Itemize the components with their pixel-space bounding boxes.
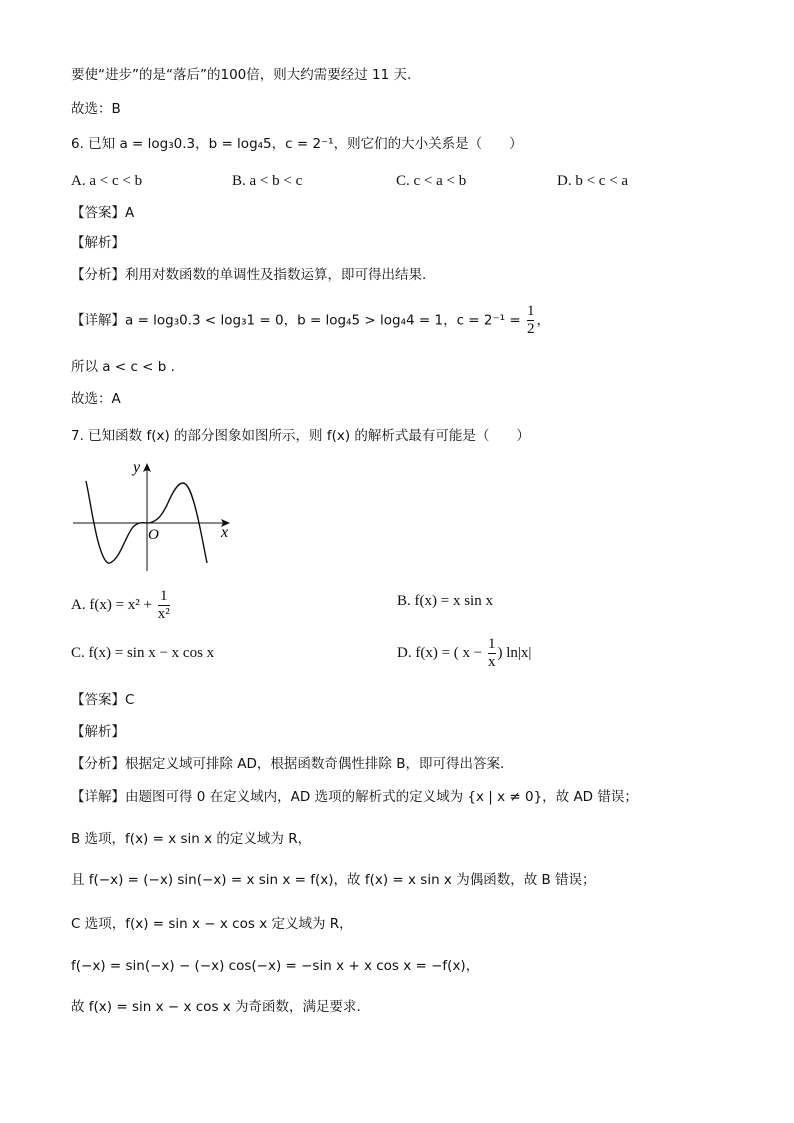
detail-main: 【详解】a = log₃0.3 < log₃1 = 0，b = log₄5 > log₄4 = 1，c = 2⁻¹ = [71,312,525,329]
fraction [158,588,170,623]
fraction [488,636,496,671]
q6-option-a: A. a < c < b [71,173,143,189]
analysis-label: 【解析】 [71,724,125,740]
denominator: 2 [526,321,535,337]
q7-option-b: B. f(x) = x sin x [397,593,493,609]
q6-option-c: C. c < a < b [396,173,467,189]
denominator: x² [157,606,170,623]
function-graph [65,455,240,575]
origin-label: O [148,527,159,543]
therefore-text: 所以 a < c < b . [71,359,175,375]
analysis-text: 【分析】利用对数函数的单调性及指数运算，即可得出结果. [71,267,427,283]
y-axis-label: y [133,459,141,476]
option-d-main: D. f(x) = [397,645,454,661]
question-7: 7. 已知函数 f(x) 的部分图象如图所示，则 f(x) 的解析式最有可能是（ ） [71,428,530,444]
numerator: 1 [488,636,496,653]
detail-text: 【详解】由题图可得 0 在定义域内，AD 选项的解析式的定义域为 {x | x ≠ 0}，故 AD 错误； [71,789,638,805]
option-b-even: 且 f(−x) = (−x) sin(−x) = x sin x = f(x)，故 f(x) = x sin x 为偶函数，故 B 错误； [71,872,596,888]
answer-label: 【答案】A [71,205,135,221]
text-line: 要使“进步”的是“落后”的100倍，则大约需要经过 11 天. [71,67,412,83]
q6-option-d: D. b < c < a [557,173,629,189]
option-c-domain: C 选项，f(x) = sin x − x cos x 定义域为 R， [71,916,353,932]
option-d-pre: ( x − [453,645,486,661]
detail-text [71,303,550,338]
fraction-one-half [527,303,535,338]
analysis-label: 【解析】 [71,235,125,251]
detail-end: ， [536,312,550,329]
q7-option-d [397,636,531,671]
choose-text: 故选：A [71,391,121,407]
x-axis [73,519,230,527]
option-a-main: A. f(x) = x² + [71,597,156,613]
denominator: x [488,654,496,671]
y-axis [143,463,151,571]
analysis-text: 【分析】根据定义域可排除 AD，根据函数奇偶性排除 B，即可得出答案. [71,756,505,772]
numerator: 1 [159,588,168,605]
q7-option-c: C. f(x) = sin x − x cos x [71,645,215,661]
q7-option-a [71,588,172,623]
option-b-domain: B 选项，f(x) = x sin x 的定义域为 R， [71,831,312,847]
x-axis-label: x [221,524,229,541]
conclusion-text: 故 f(x) = sin x − x cos x 为奇函数，满足要求. [71,999,361,1015]
q6-option-b: B. a < b < c [232,173,303,189]
option-d-post: ) ln|x| [497,645,532,661]
text-line: 故选：B [71,101,121,117]
answer-label: 【答案】C [71,692,135,708]
question-6: 6. 已知 a = log₃0.3，b = log₄5，c = 2⁻¹，则它们的大小关系是（ ） [71,136,523,152]
option-c-odd: f(−x) = sin(−x) − (−x) cos(−x) = −sin x + x cos x = −f(x)， [71,958,480,974]
numerator: 1 [526,303,535,319]
